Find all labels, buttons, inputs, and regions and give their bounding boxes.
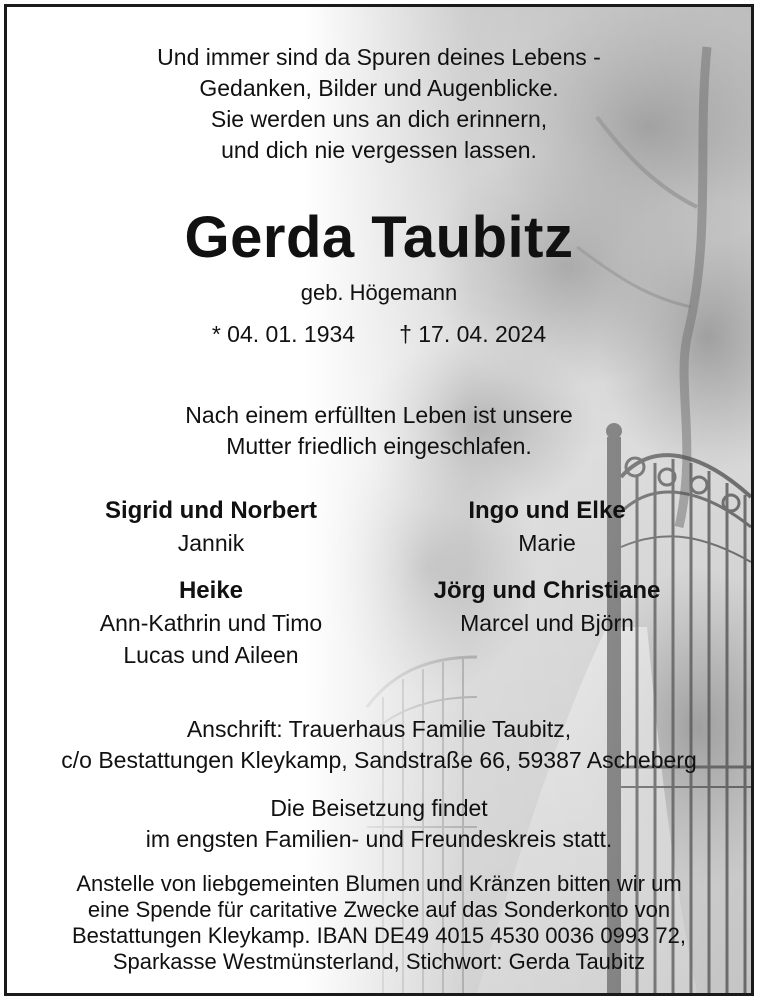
funeral-line: im engsten Familien- und Freundeskreis statt.	[145, 826, 613, 852]
deceased-name: Gerda Taubitz	[184, 205, 574, 270]
life-dates	[7, 319, 751, 350]
maiden-name: geb. Högemann	[300, 280, 458, 305]
family-member: Lucas und Aileen	[123, 642, 299, 668]
donation-line: eine Spende für caritative Zwecke auf das Sonderkonto von	[87, 897, 671, 922]
poem-line: und dich nie vergessen lassen.	[221, 137, 537, 163]
funeral-info	[7, 793, 751, 855]
donation-line: Bestattungen Kleykamp. IBAN DE49 4015 4530 0036 0993 72,	[72, 923, 686, 948]
obituary-notice	[4, 4, 754, 996]
family-group	[361, 575, 733, 639]
statement-line: Mutter friedlich eingeschlafen.	[226, 433, 532, 459]
statement-line: Nach einem erfüllten Leben ist unsere	[185, 402, 573, 428]
poem-line: Und immer sind da Spuren deines Lebens -	[157, 44, 601, 70]
family-member: Jannik	[177, 530, 245, 556]
family-member: Ann-Kathrin und Timo	[99, 610, 323, 636]
family-member: Marie	[518, 530, 576, 556]
address-line: Anschrift: Trauerhaus Familie Taubitz,	[186, 716, 572, 742]
family-head: Sigrid und Norbert	[105, 497, 317, 524]
family-member: Marcel und Björn	[460, 610, 634, 636]
donation-line: Sparkasse Westmünsterland, Stichwort: Gerda Taubitz	[112, 949, 646, 974]
donation-line: Anstelle von liebgemeinten Blumen und Kränzen bitten wir um	[76, 871, 682, 896]
family-group	[25, 575, 397, 671]
family-head: Ingo und Elke	[468, 497, 626, 524]
family-head: Jörg und Christiane	[433, 577, 661, 604]
address-line: c/o Bestattungen Kleykamp, Sandstraße 66, 59387 Ascheberg	[61, 747, 697, 773]
poem-line: Gedanken, Bilder und Augenblicke.	[199, 75, 559, 101]
family-group	[25, 495, 397, 559]
donation-request	[7, 871, 751, 975]
mourning-address	[7, 714, 751, 776]
passing-statement	[7, 400, 751, 462]
family-head: Heike	[178, 577, 244, 604]
family-group	[361, 495, 733, 559]
birth-date: * 04. 01. 1934	[211, 321, 356, 347]
memorial-poem	[7, 42, 751, 166]
funeral-line: Die Beisetzung findet	[270, 795, 488, 821]
poem-line: Sie werden uns an dich erinnern,	[210, 106, 548, 132]
death-date: † 17. 04. 2024	[399, 321, 547, 347]
